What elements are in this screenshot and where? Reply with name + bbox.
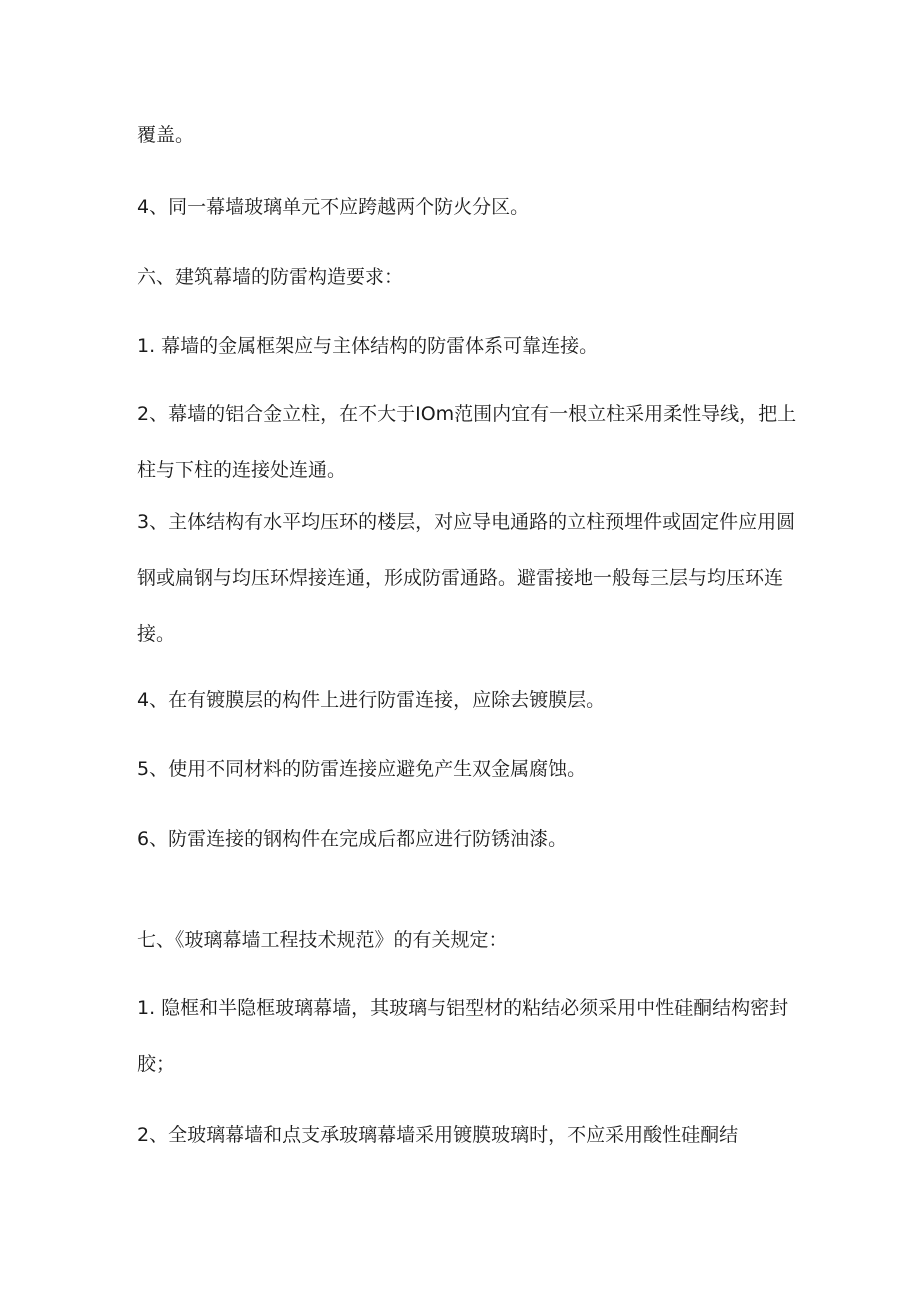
paragraph-code-item-1: 1. 隐框和半隐框玻璃幕墙，其玻璃与铝型材的粘结必须采用中性硅酮结构密封胶； xyxy=(137,997,789,1075)
section-heading-glass-curtain-wall-code: 七、《玻璃幕墙工程技术规范》的有关规定： xyxy=(137,929,508,951)
paragraph-covering-end: 覆盖。 xyxy=(137,124,195,146)
paragraph-code-item-2: 2、全玻璃幕墙和点支承玻璃幕墙采用镀膜玻璃时，不应采用酸性硅酮结 xyxy=(137,1124,739,1146)
paragraph-lightning-item-6: 6、防雷连接的钢构件在完成后都应进行防锈油漆。 xyxy=(137,828,568,850)
paragraph-lightning-item-1: 1. 幕墙的金属框架应与主体结构的防雷体系可靠连接。 xyxy=(137,335,599,357)
paragraph-lightning-item-2: 2、幕墙的铝合金立柱，在不大于IOm范围内宜有一根立柱采用柔性导线，把上柱与下柱的连接处连通。 xyxy=(137,403,797,481)
paragraph-lightning-item-5: 5、使用不同材料的防雷连接应避免产生双金属腐蚀。 xyxy=(137,758,587,780)
paragraph-lightning-item-4: 4、在有镀膜层的构件上进行防雷连接，应除去镀膜层。 xyxy=(137,689,606,711)
section-heading-lightning-protection: 六、建筑幕墙的防雷构造要求： xyxy=(137,266,404,288)
paragraph-fire-zone-rule: 4、同一幕墙玻璃单元不应跨越两个防火分区。 xyxy=(137,196,530,218)
paragraph-lightning-item-3: 3、主体结构有水平均压环的楼层，对应导电通路的立柱预埋件或固定件应用圆钢或扁钢与均压环焊接连通，形成防雷通路。避雷接地一般每三层与均压环连接。 xyxy=(137,511,796,645)
